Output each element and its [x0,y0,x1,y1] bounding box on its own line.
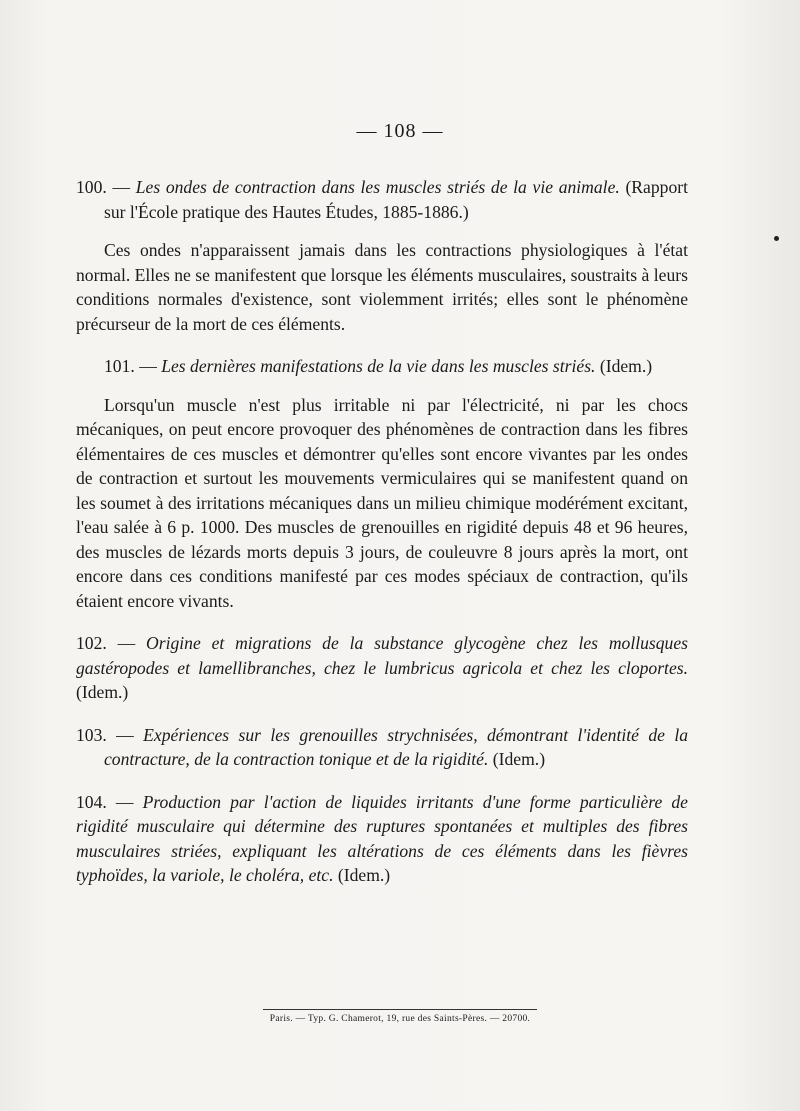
entry-source: (Idem.) [488,749,546,769]
entry-104-heading [76,790,688,888]
entry-number: 104. [76,791,107,812]
entry-title: Origine et migrations de la substance glycogène chez les mollusques gastéropodes et lamellibranches, chez le lumbricus agricola et chez les cloportes. [76,633,689,678]
entry-103-heading [76,723,688,772]
entry-title: Expériences sur les grenouilles strychnisées, démontrant l'identité de la contracture, de la contraction tonique et de la rigidité. [104,724,689,769]
entry-101-heading [76,354,688,379]
footer-rule [263,1009,537,1010]
entry-dash: — [134,356,162,376]
entry-source: (Idem.) [595,356,653,376]
entry-title: Production par l'action de liquides irritants d'une forme particulière de rigidité musculaire qui détermine des ruptures spontanées et multiples des fibres musculaires striées, expliquant les altérations de ces éléments dans les fièvres typhoïdes, la variole, le choléra, etc. [76,791,688,885]
entry-101-body: Lorsqu'un muscle n'est plus irritable ni par l'électricité, ni par les chocs mécaniques, on peut encore provoquer des phénomènes de contraction dans les fibres élémentaires de ces muscles et démontrer qu'elles sont encore vivantes par les ondes de contraction et surtout les mouvements vermiculaires qui se manifestent quand on les soumet à des irritations mécaniques dans un milieu chimique modérément excitant, l'eau salée à 6 p. 1000. Des muscles de grenouilles en rigidité depuis 48 et 96 heures, des muscles de lézards morts depuis 3 jours, de couleuvre 8 jours après la mort, ont encore dans ces conditions manifesté par ces modes spéciaux de contraction, qu'ils étaient encore vivants. [76,394,688,611]
entry-100-heading [76,175,688,224]
page-number: — 108 — [356,120,444,142]
entry-102-heading [76,631,688,705]
entry-100-body: Ces ondes n'apparaissent jamais dans les contractions physiologiques à l'état normal. Elles ne se manifestent que lorsque les éléments musculaires, soustraits à leurs conditions normales d'existence, sont violemment irrités; elles sont le phénomène précurseur de la mort de ces éléments. [76,240,688,334]
entry-number: 103. [76,724,107,745]
entry-dash: — [106,177,136,197]
entry-dash: — [106,791,143,812]
entry-dash: — [106,724,144,745]
entry-source: (Idem.) [76,682,129,702]
entry-title: Les dernières manifestations de la vie dans les muscles striés. [161,356,596,376]
entry-number: 102. [76,633,107,653]
printer-imprint: Paris. — Typ. G. Chamerot, 19, rue des Saints-Pères. — 20700. [269,1014,531,1024]
publication-list [76,175,688,888]
ink-speck [774,236,779,241]
entry-number: 101. [104,356,135,376]
entry-dash: — [106,633,147,653]
entry-source: (Rapport sur l'École pratique des Hautes Études, 1885-1886.) [104,177,688,222]
entry-source: (Idem.) [333,865,391,885]
entry-title: Les ondes de contraction dans les muscles striés de la vie animale. [135,177,620,197]
entry-number: 100. [76,177,107,197]
